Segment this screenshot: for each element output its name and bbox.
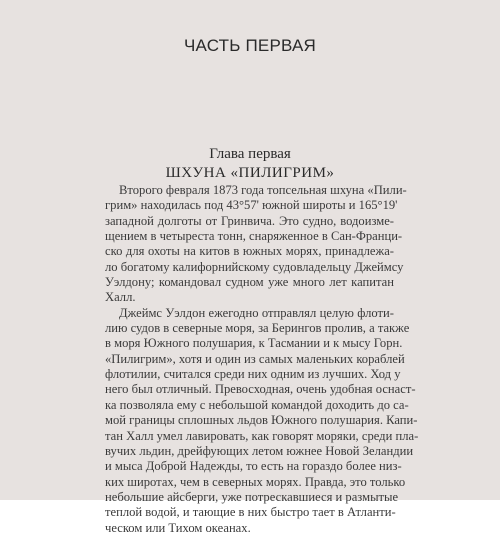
text-line: Уэлдону; командовал судном уже много лет капитан — [105, 275, 394, 290]
text-line: ло богатому калифорнийскому судовладельцу Джеймсу — [105, 259, 404, 274]
text-line: Халл. — [105, 290, 136, 305]
text-line: ких широтах, чем в северных морях. Правда, это только — [105, 474, 406, 489]
part-title: ЧАСТЬ ПЕРВАЯ — [184, 36, 316, 55]
text-line: тан Халл умел лавировать, как говорят моряки, среди пла- — [105, 428, 419, 443]
chapter-name: ШХУНА «ПИЛИГРИМ» — [165, 165, 335, 181]
text-line: ско для охоты на китов в южных морях, принадлежа- — [105, 244, 394, 259]
text-line: вучих льдин, дрейфующих летом южнее Новой Зеландии — [105, 443, 414, 458]
text-line: западной долготы от Гринвича. Это судно, водоизме- — [105, 213, 394, 228]
text-line: ка позволяла ему с небольшой командой доходить до са- — [105, 397, 409, 412]
paragraph-1 — [105, 183, 407, 306]
chapter-label: Глава первая — [209, 146, 291, 162]
text-line: ческом или Тихом океанах. — [105, 520, 251, 535]
text-line: и мыса Доброй Надежды, то есть на гораздо более низ- — [105, 459, 402, 474]
text-line: в моря Южного полушария, к Тасмании и к мысу Горн. — [105, 336, 403, 351]
text-line: Второго февраля 1873 года топсельная шхуна «Пили- — [119, 183, 407, 197]
paragraph-2 — [105, 305, 419, 536]
text-line: Джеймс Уэлдон ежегодно отправлял целую флоти- — [119, 305, 394, 320]
text-line: «Пилигрим», хотя и один из самых маленьких кораблей — [105, 351, 405, 366]
text-line: щением в четыреста тонн, снаряженное в Сан-Франци- — [105, 229, 403, 244]
text-line: флотилии, считался среди них одним из лучших. Ход у — [105, 367, 401, 382]
text-line: теплой водой, и тающие в них быстро тает в Атланти- — [105, 505, 396, 520]
text-line: небольшие айсберги, уже потрескавшиеся и размытые — [105, 489, 399, 504]
chapter-heading — [0, 145, 500, 183]
text-line: него был отличный. Превосходная, очень удобная оснаст- — [105, 382, 416, 397]
text-line: лию судов в северные моря, за Берингов пролив, а также — [105, 321, 410, 336]
text-line: мой границы сплошных льдов Южного полушария. Капи- — [105, 413, 418, 428]
body-text — [105, 183, 419, 536]
text-line: грим» находилась под 43°57' южной широты и 165°19' — [105, 198, 398, 213]
